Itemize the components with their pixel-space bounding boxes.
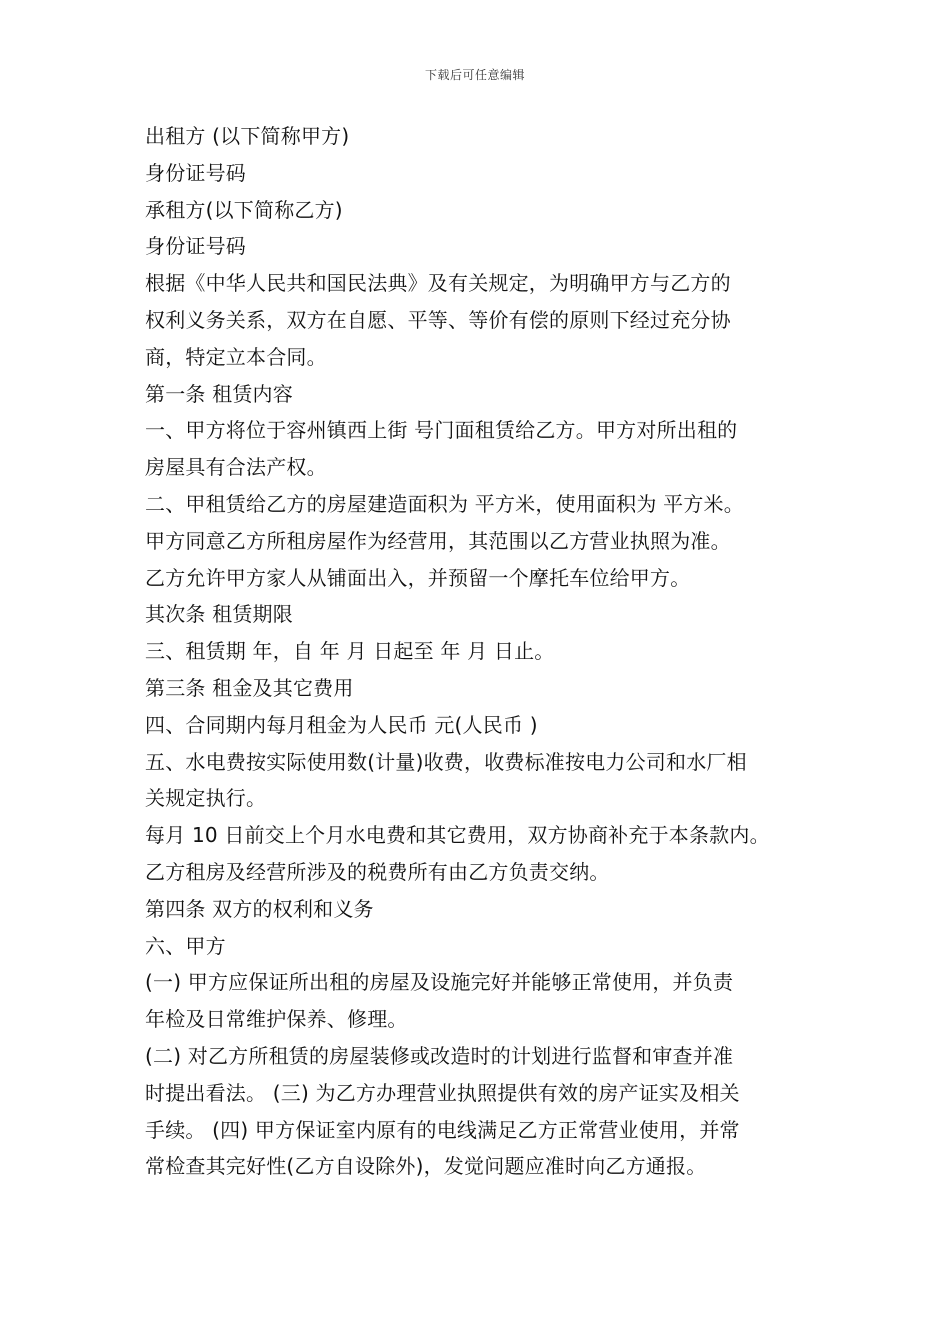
text-line: 承租方(以下简称乙方) xyxy=(145,197,343,222)
text-line: 身份证号码 xyxy=(145,160,246,185)
text-line: 每月 10 日前交上个月水电费和其它费用，双方协商补充于本条款内。 xyxy=(145,823,770,848)
text-line: (二) 对乙方所租赁的房屋装修或改造时的计划进行监督和审查并准 xyxy=(145,1043,734,1068)
text-line: 乙方租房及经营所涉及的税费所有由乙方负责交纳。 xyxy=(145,859,610,884)
text-line: 乙方允许甲方家人从铺面出入，并预留一个摩托车位给甲方。 xyxy=(145,565,691,590)
text-line: 权利义务关系，双方在自愿、平等、等价有偿的原则下经过充分协 xyxy=(145,307,731,332)
text-line: 商，特定立本合同。 xyxy=(145,344,327,369)
text-line: 关规定执行。 xyxy=(145,786,267,811)
section-heading: 其次条 租赁期限 xyxy=(145,602,293,627)
text-line: 四、合同期内每月租金为人民币 元(人民币 ) xyxy=(145,712,538,737)
section-heading: 第一条 租赁内容 xyxy=(145,381,293,406)
text-line: 身份证号码 xyxy=(145,234,246,259)
text-line: 二、甲租赁给乙方的房屋建造面积为 平方米，使用面积为 平方米。 xyxy=(145,491,744,516)
text-line: 一、甲方将位于容州镇西上街 号门面租赁给乙方。甲方对所出租的 xyxy=(145,418,738,443)
text-line: 三、租赁期 年，自 年 月 日起至 年 月 日止。 xyxy=(145,639,555,664)
section-heading: 第三条 租金及其它费用 xyxy=(145,675,354,700)
text-line: 房屋具有合法产权。 xyxy=(145,455,327,480)
text-line: 手续。 (四) 甲方保证室内原有的电线满足乙方正常营业使用，并常 xyxy=(145,1117,740,1142)
section-heading: 第四条 双方的权利和义务 xyxy=(145,896,374,921)
text-line: 年检及日常维护保养、修理。 xyxy=(145,1007,408,1032)
document-body xyxy=(145,118,825,1185)
text-line: (一) 甲方应保证所出租的房屋及设施完好并能够正常使用，并负责 xyxy=(145,970,734,995)
text-line: 甲方同意乙方所租房屋作为经营用，其范围以乙方营业执照为准。 xyxy=(145,528,731,553)
text-line: 根据《中华人民共和国民法典》及有关规定，为明确甲方与乙方的 xyxy=(145,271,731,296)
text-line: 常检查其完好性(乙方自设除外)，发觉问题应准时向乙方通报。 xyxy=(145,1154,707,1179)
text-line: 五、水电费按实际使用数(计量)收费，收费标准按电力公司和水厂相 xyxy=(145,749,747,774)
page-header-note: 下载后可任意编辑 xyxy=(424,68,525,82)
text-line: 六、甲方 xyxy=(145,933,226,958)
text-line: 出租方 (以下简称甲方) xyxy=(145,124,350,148)
text-line: 时提出看法。 (三) 为乙方办理营业执照提供有效的房产证实及相关 xyxy=(145,1080,740,1105)
